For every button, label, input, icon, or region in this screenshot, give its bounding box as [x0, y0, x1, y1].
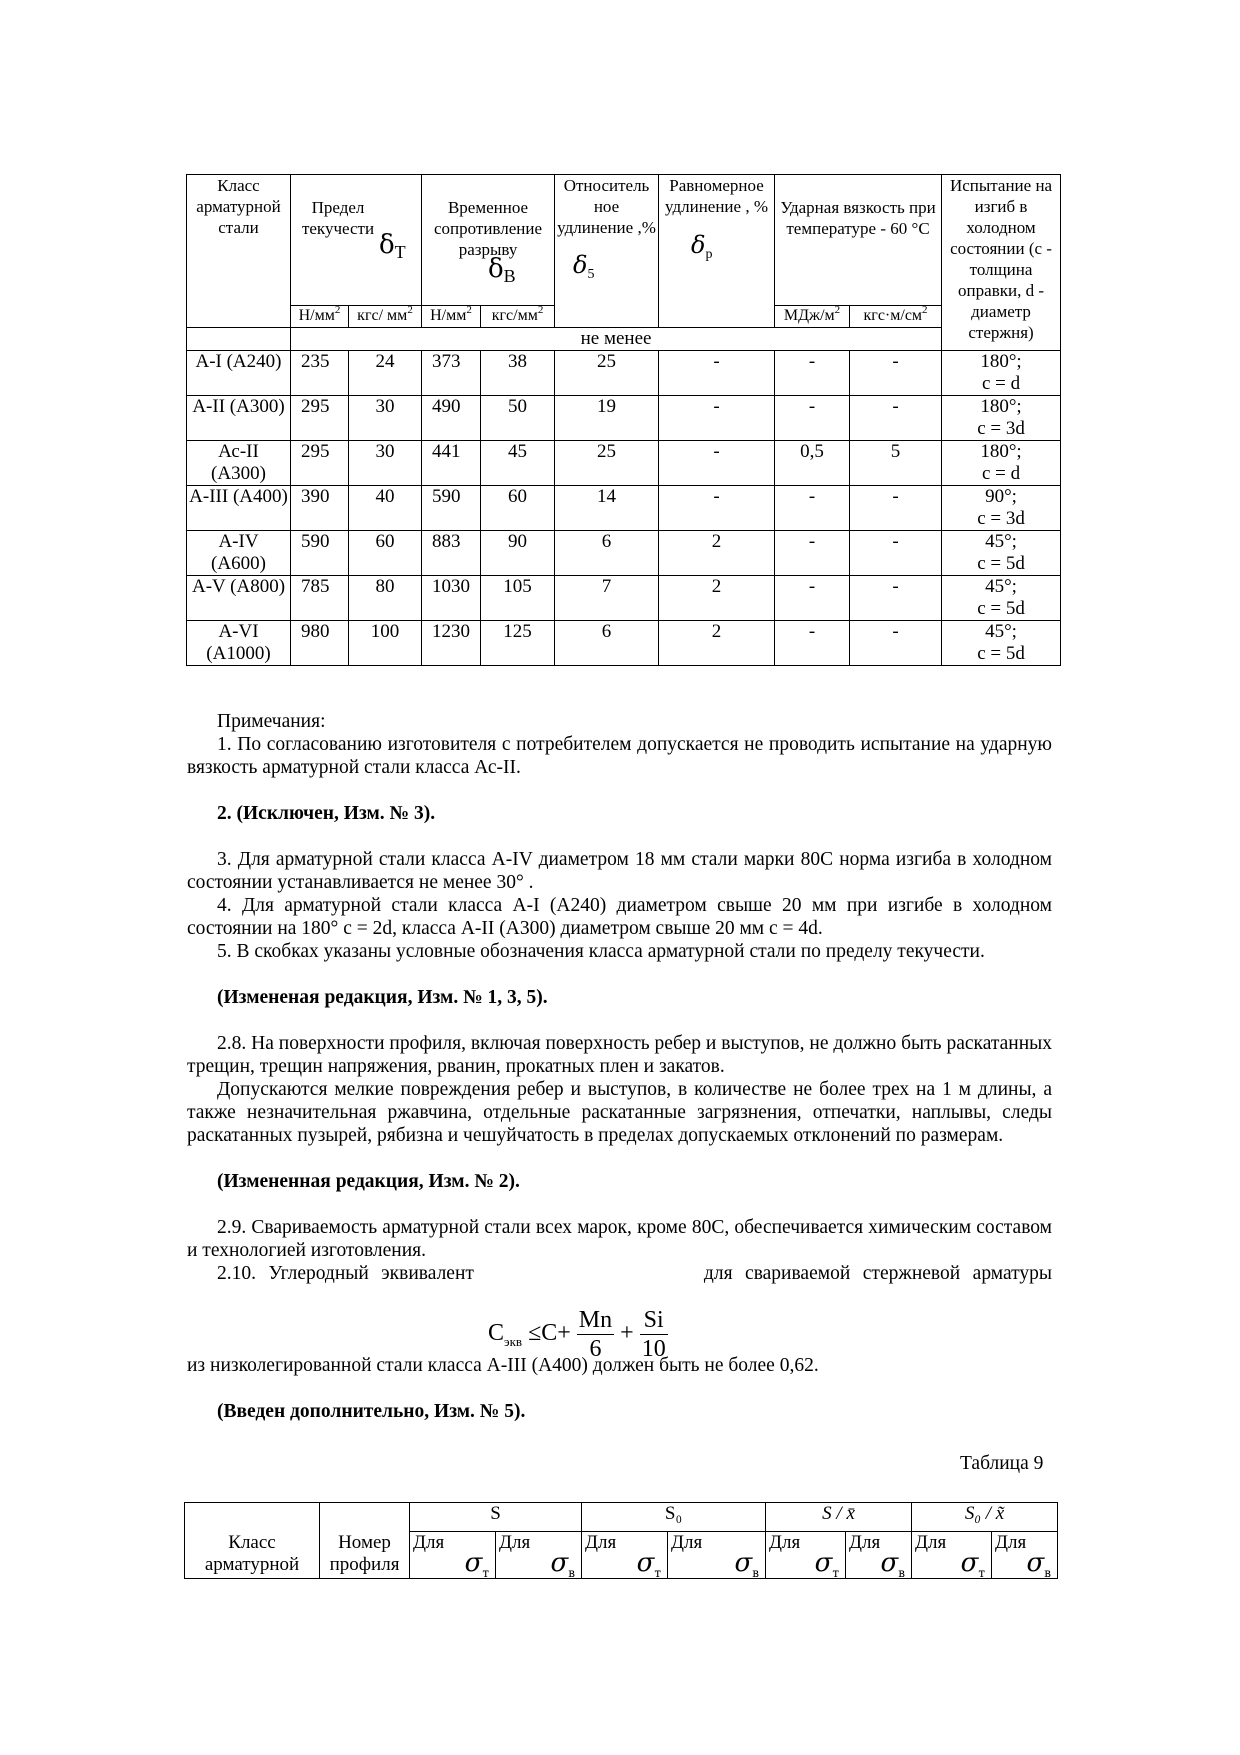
unit-sup: 2 [334, 304, 341, 316]
bend-mandrel: с = d [981, 373, 1021, 394]
value-cell: 6 [555, 531, 659, 576]
header-tensile [422, 175, 555, 306]
value-cell: 785 [291, 576, 349, 621]
value-cell: 0,5 [775, 441, 850, 486]
header-elongation [555, 175, 659, 328]
bend-cell [942, 396, 1061, 441]
sigma-v-cell [496, 1532, 582, 1579]
unit-text: кгс/мм [491, 307, 538, 324]
formula-plus: + [557, 1320, 571, 1347]
sigma-symbol: σ [734, 1548, 753, 1578]
unit-text: кгс/ мм [357, 307, 408, 324]
bend-cell [942, 351, 1061, 396]
table-row [187, 351, 1061, 396]
sigma-v [880, 1548, 906, 1580]
uniform-sub: р [705, 247, 713, 262]
value-cell: 38 [481, 351, 555, 396]
for-label: Для [499, 1532, 531, 1553]
value-cell: 2 [659, 531, 775, 576]
header-elongation-text: Относитель ное удлинение ,% [557, 176, 656, 237]
not-less-cell [291, 328, 942, 351]
fraction-si [640, 1306, 668, 1363]
fraction-numerator: Mn [578, 1307, 613, 1333]
sigma-t [464, 1548, 489, 1580]
sigma-t-cell [410, 1532, 496, 1579]
sigma-symbol: σ [880, 1548, 899, 1578]
section-2-10-b: для свариваемой стержневой арматуры [703, 1263, 1052, 1284]
unit-3 [422, 306, 481, 328]
note-5: 5. В скобках указаны условные обозначения класса арматурной стали по пределу текучести. [217, 941, 985, 962]
sigma-v [1026, 1548, 1052, 1580]
fraction-denominator: 6 [589, 1336, 602, 1362]
unit-sup: 2 [466, 304, 472, 316]
bend-cell [942, 621, 1061, 666]
value-cell: 590 [422, 486, 481, 531]
sigma-t [636, 1548, 662, 1580]
value-cell: 125 [481, 621, 555, 666]
sigma-sub: т [978, 1566, 986, 1580]
bend-angle: 45°; [985, 621, 1017, 642]
bend-mandrel: с = 3d [977, 508, 1025, 529]
sigma-symbol: σ [636, 1548, 655, 1578]
bend-angle: 180°; [980, 441, 1022, 462]
for-label: Для [769, 1532, 801, 1553]
sigma-sub: в [752, 1566, 760, 1580]
unit-sup: 2 [407, 304, 413, 316]
edit-note-2: (Измененная редакция, Изм. № 2). [217, 1171, 520, 1192]
value-cell: - [850, 351, 942, 396]
value-cell: 980 [291, 621, 349, 666]
bend-mandrel: с = 3d [977, 418, 1025, 439]
header-row [187, 175, 1061, 306]
group-s-mean: S / x̄ [766, 1503, 912, 1532]
for-label: Для [413, 1532, 445, 1553]
formula-lhs: С [488, 1320, 505, 1347]
header-class [187, 175, 291, 328]
bend-cell [942, 486, 1061, 531]
sigma-v-cell [668, 1532, 766, 1579]
yield-sub: Т [394, 242, 406, 262]
value-cell: 2 [659, 576, 775, 621]
delta-symbol: δ [691, 231, 706, 259]
value-cell: - [850, 486, 942, 531]
sigma-v-cell [846, 1532, 912, 1579]
value-cell: - [775, 621, 850, 666]
sigma-t [814, 1548, 840, 1580]
notes-title: Примечания: [217, 711, 326, 732]
bend-mandrel: с = d [981, 463, 1021, 484]
bend-mandrel: с = 5d [977, 553, 1025, 574]
value-cell: - [775, 396, 850, 441]
delta-symbol: δ [573, 251, 588, 279]
fraction-mn [577, 1306, 614, 1363]
value-cell: 5 [850, 441, 942, 486]
note-2: 2. (Исключен, Изм. № 3). [217, 803, 436, 824]
fraction-numerator: Si [640, 1306, 668, 1335]
value-cell: 883 [422, 531, 481, 576]
table-9 [184, 1502, 1058, 1579]
sigma-symbol: σ [960, 1548, 979, 1578]
value-cell: - [659, 441, 775, 486]
value-cell: 441 [422, 441, 481, 486]
value-cell: 14 [555, 486, 659, 531]
bend-cell [942, 531, 1061, 576]
section-2-8-p1: 2.8. На поверхности профиля, включая поверхность ребер и выступов, не должно быть раскатанных трещин, трещин напряжения, рванин, прокатных плен и закатов. [187, 1033, 1052, 1077]
value-cell: 295 [291, 396, 349, 441]
header-bend [942, 175, 1061, 351]
bend-angle: 180°; [980, 396, 1022, 417]
value-cell: - [850, 531, 942, 576]
value-cell: - [850, 576, 942, 621]
empty-cell [187, 328, 291, 351]
sigma-sub: в [898, 1566, 906, 1580]
class-cell: Ас-II (А300) [187, 441, 291, 486]
value-cell: 2 [659, 621, 775, 666]
class-cell: А-I (А240) [187, 351, 291, 396]
unit-sup: 2 [922, 304, 928, 316]
bend-cell [942, 441, 1061, 486]
value-cell: 45 [481, 441, 555, 486]
header-class-text: Класс арматурной стали [196, 176, 281, 237]
sigma-t [960, 1548, 986, 1580]
uniform-symbol [691, 231, 713, 262]
class-cell: А-III (А400) [187, 486, 291, 531]
sigma-sub: в [1044, 1566, 1052, 1580]
sigma-v [734, 1548, 760, 1580]
for-label: Для [995, 1532, 1027, 1553]
elong-sub: 5 [587, 267, 595, 282]
value-cell: 50 [481, 396, 555, 441]
unit-text: кгс·м/см [863, 307, 923, 324]
unit-5 [775, 306, 850, 328]
sigma-t-cell [766, 1532, 846, 1579]
header-tensile-text: Временное сопротивление разрыву [433, 198, 543, 259]
sigma-sub: т [832, 1566, 840, 1580]
value-cell: 30 [349, 441, 422, 486]
bend-angle: 90°; [985, 486, 1017, 507]
note-3: 3. Для арматурной стали класса А-IV диаметром 18 мм стали марки 80С норма изгиба в холодном состоянии устанавливается не менее 30° . [187, 849, 1052, 893]
for-label: Для [915, 1532, 947, 1553]
value-cell: 100 [349, 621, 422, 666]
table-9-profile-header: Номер профиля [320, 1503, 410, 1579]
value-cell: 590 [291, 531, 349, 576]
sigma-v [550, 1548, 576, 1580]
table-9-class-header: Класс арматурной [185, 1503, 320, 1579]
sigma-t-cell [912, 1532, 992, 1579]
edit-note-3: (Введен дополнительно, Изм. № 5). [217, 1401, 526, 1422]
bend-cell [942, 576, 1061, 621]
sigma-sub: т [482, 1566, 489, 1580]
class-cell: А-IV (А600) [187, 531, 291, 576]
bend-mandrel: с = 5d [977, 643, 1025, 664]
sigma-v-cell [992, 1532, 1058, 1579]
value-cell: 1230 [422, 621, 481, 666]
header-impact [775, 175, 942, 306]
bend-angle: 180°; [980, 351, 1022, 372]
section-2-10-line [187, 1262, 1052, 1285]
table-row [187, 621, 1061, 666]
formula-lhs-sub: экв [504, 1334, 523, 1350]
value-cell: 25 [555, 351, 659, 396]
bend-mandrel: с = 5d [977, 598, 1025, 619]
value-cell: - [659, 351, 775, 396]
value-cell: 105 [481, 576, 555, 621]
section-2-8-p2: Допускаются мелкие повреждения ребер и выступов, в количестве не более трех на 1 м длины, а также незначительная ржавчина, отдельные раскатанные загрязнения, отпечатки, наплывы, следы раскатанных пузырей, рябизна и чешуйчатость в пределах допускаемых отклонений по размерам. [187, 1079, 1052, 1146]
value-cell: - [775, 576, 850, 621]
unit-2 [349, 306, 422, 328]
for-label: Для [671, 1532, 703, 1553]
value-cell: 60 [349, 531, 422, 576]
value-cell: 90 [481, 531, 555, 576]
table-row [187, 486, 1061, 531]
value-cell: 490 [422, 396, 481, 441]
table-9-header-row [185, 1503, 1058, 1532]
value-cell: 24 [349, 351, 422, 396]
class-cell: А-II (А300) [187, 396, 291, 441]
value-cell: - [850, 621, 942, 666]
formula-relation: ≤ [528, 1320, 542, 1347]
header-yield-text: Предел текучести [301, 198, 375, 238]
value-cell: 295 [291, 441, 349, 486]
value-cell: 1030 [422, 576, 481, 621]
mechanical-properties-table [186, 174, 1061, 666]
header-uniform [659, 175, 775, 328]
unit-text: Н/мм [298, 307, 335, 324]
header-yield [291, 175, 422, 306]
section-2-9: 2.9. Свариваемость арматурной стали всех марок, кроме 80С, обеспечивается химическим составом и технологией изготовления. [187, 1217, 1052, 1261]
bend-angle: 45°; [985, 531, 1017, 552]
delta-symbol: δ [379, 230, 395, 260]
sigma-t-cell [582, 1532, 668, 1579]
unit-sup: 2 [834, 304, 841, 316]
value-cell: 40 [349, 486, 422, 531]
sigma-symbol: σ [550, 1548, 569, 1578]
section-2-10-c: из низколегированной стали класса А-III (А400) должен быть не более 0,62. [187, 1355, 819, 1376]
value-cell: - [659, 486, 775, 531]
value-cell: 235 [291, 351, 349, 396]
value-cell: 25 [555, 441, 659, 486]
value-cell: 373 [422, 351, 481, 396]
table-row [187, 396, 1061, 441]
group-s: S [410, 1503, 582, 1532]
table-row [187, 441, 1061, 486]
unit-sup: 2 [537, 304, 544, 316]
for-label: Для [849, 1532, 881, 1553]
group-s0: S₀ [582, 1503, 766, 1532]
tensile-sub: В [503, 266, 516, 286]
unit-1 [291, 306, 349, 328]
note-1: 1. По согласованию изготовителя с потребителем допускается не проводить испытание на ударную вязкость арматурной стали класса Ас-II. [187, 734, 1052, 778]
unit-6 [850, 306, 942, 328]
value-cell: 390 [291, 486, 349, 531]
note-4: 4. Для арматурной стали класса А-I (А240) диаметром свыше 20 мм при изгибе в холодном состоянии на 180° с = 2d, класса А-II (А300) диаметром свыше 20 мм с = 4d. [187, 895, 1052, 939]
for-label: Для [585, 1532, 617, 1553]
unit-text: МДж/м [783, 307, 835, 324]
value-cell: - [850, 396, 942, 441]
value-cell: 30 [349, 396, 422, 441]
table-row [187, 531, 1061, 576]
not-less-row [187, 328, 1061, 351]
header-impact-text: Ударная вязкость при температуре - 60 °С [780, 198, 936, 238]
formula-plus: + [620, 1320, 634, 1347]
value-cell: 7 [555, 576, 659, 621]
not-less-text: не менее [580, 328, 652, 349]
delta-symbol: δ [488, 254, 504, 284]
value-cell: - [659, 396, 775, 441]
value-cell: 6 [555, 621, 659, 666]
value-cell: - [775, 486, 850, 531]
section-2-10-a: 2.10. Углеродный эквивалент [217, 1263, 474, 1284]
value-cell: 19 [555, 396, 659, 441]
formula-c: С [541, 1320, 558, 1347]
class-cell: А-VI (А1000) [187, 621, 291, 666]
unit-4 [481, 306, 555, 328]
bend-angle: 45°; [985, 576, 1017, 597]
sigma-symbol: σ [814, 1548, 833, 1578]
table-row [187, 576, 1061, 621]
header-uniform-text: Равномерное удлинение , % [665, 176, 768, 216]
fraction-denominator: 10 [641, 1336, 666, 1362]
tensile-symbol [488, 254, 516, 286]
value-cell: - [775, 351, 850, 396]
elong-symbol [573, 251, 595, 282]
value-cell: - [775, 531, 850, 576]
sigma-symbol: σ [1026, 1548, 1045, 1578]
yield-symbol [379, 230, 406, 262]
edit-note-1: (Измененая редакция, Изм. № 1, 3, 5). [217, 987, 548, 1008]
unit-text: Н/мм [430, 307, 467, 324]
class-cell: А-V (А800) [187, 576, 291, 621]
sigma-sub: в [568, 1566, 576, 1580]
value-cell: 80 [349, 576, 422, 621]
sigma-symbol: σ [464, 1548, 483, 1578]
carbon-equivalent-formula [488, 1306, 668, 1363]
group-s0-mean: S₀ / x̃ [912, 1503, 1058, 1532]
value-cell: 60 [481, 486, 555, 531]
header-bend-text: Испытание на изгиб в холодном состоянии (с - толщина оправки, d - диаметр стержня) [949, 176, 1053, 342]
sigma-sub: т [654, 1566, 662, 1580]
table-9-caption: Таблица 9 [960, 1453, 1044, 1474]
